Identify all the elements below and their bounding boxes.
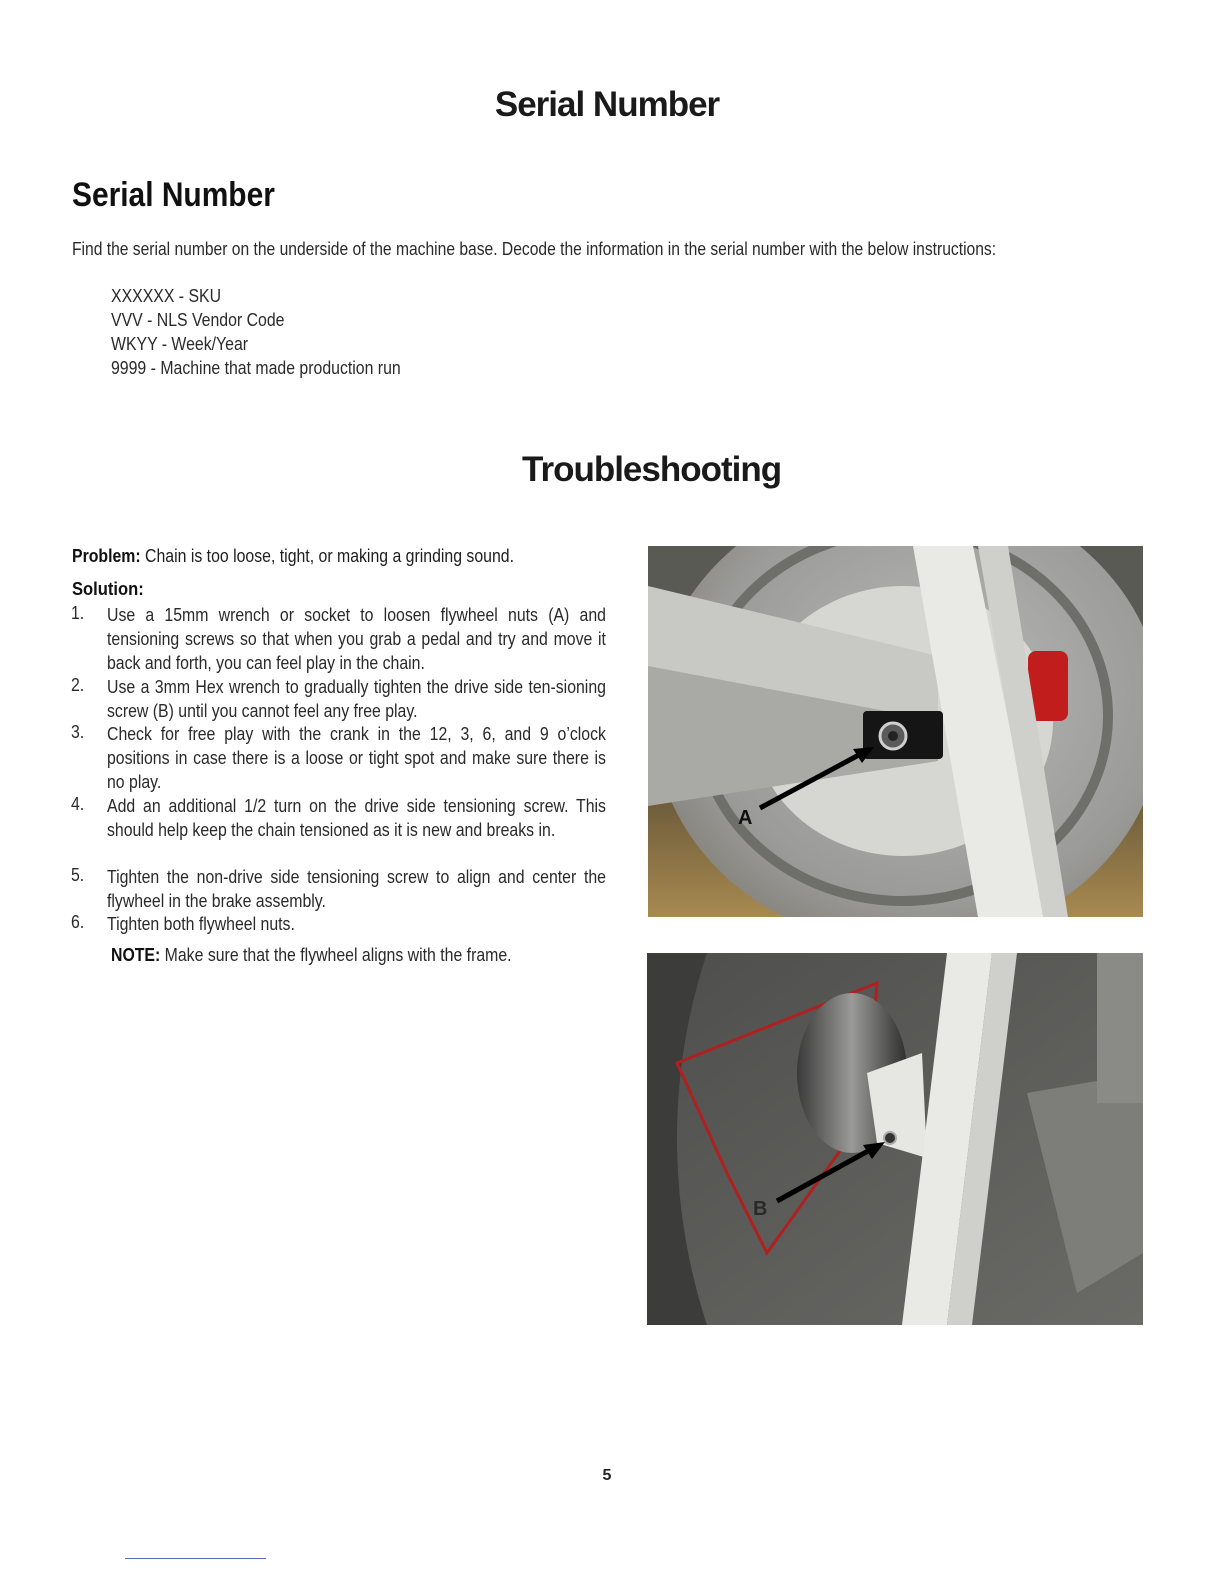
step-text: Tighten the non-drive side tensioning screw to align and center the flywheel in the brake assembly. <box>107 867 606 911</box>
serial-code-line: XXXXXX - SKU <box>111 286 222 306</box>
step-number: 1. <box>71 603 85 623</box>
serial-code-line: WKYY - Week/Year <box>111 334 249 354</box>
step-text: Use a 15mm wrench or socket to loosen flywheel nuts (A) and tensioning screws so that when you grab a pedal and try and move it back and forth, you can feel play in the chain. <box>107 605 606 673</box>
problem-statement <box>72 546 514 567</box>
photo-flywheel-nut-illustration <box>648 546 1143 917</box>
step-number: 2. <box>71 675 85 695</box>
serial-number-heading: Serial Number <box>72 176 275 214</box>
photo-flywheel-nut <box>648 546 1143 917</box>
solution-label: Solution: <box>72 579 144 599</box>
problem-label: Problem: <box>72 546 141 566</box>
step-number: 3. <box>71 722 85 742</box>
step-number: 4. <box>71 794 85 814</box>
note-text: Make sure that the flywheel aligns with the frame. <box>160 945 512 965</box>
step-text: Use a 3mm Hex wrench to gradually tighten the drive side ten-sioning screw (B) until you cannot feel any free play. <box>107 677 606 721</box>
footer-divider <box>125 1558 266 1559</box>
problem-text: Chain is too loose, tight, or making a grinding sound. <box>140 546 514 566</box>
serial-code-line: 9999 - Machine that made production run <box>111 358 401 378</box>
step-number: 6. <box>71 912 85 932</box>
page-title: Serial Number <box>494 85 720 124</box>
step-text: Tighten both flywheel nuts. <box>107 914 295 934</box>
note-label: NOTE: <box>111 945 161 965</box>
step-text: Check for free play with the crank in the 12, 3, 6, and 9 o’clock positions in case there is a loose or tight spot and make sure there is no play. <box>107 724 606 792</box>
photo-tensioning-screw-illustration <box>647 953 1143 1325</box>
photo-tensioning-screw <box>647 953 1143 1325</box>
callout-label-a: A <box>738 807 753 829</box>
step-number: 5. <box>71 865 85 885</box>
page-number: 5 <box>602 1467 612 1484</box>
callout-label-b: B <box>753 1198 768 1220</box>
note <box>111 945 512 966</box>
step-text: Add an additional 1/2 turn on the drive side tensioning screw. This should help keep the chain tensioned as it is new and breaks in. <box>107 796 606 840</box>
troubleshooting-title: Troubleshooting <box>522 450 782 489</box>
serial-code-line: VVV - NLS Vendor Code <box>111 310 285 330</box>
serial-number-intro: Find the serial number on the underside of the machine base. Decode the information in the serial number with the below instructions: <box>72 239 997 259</box>
